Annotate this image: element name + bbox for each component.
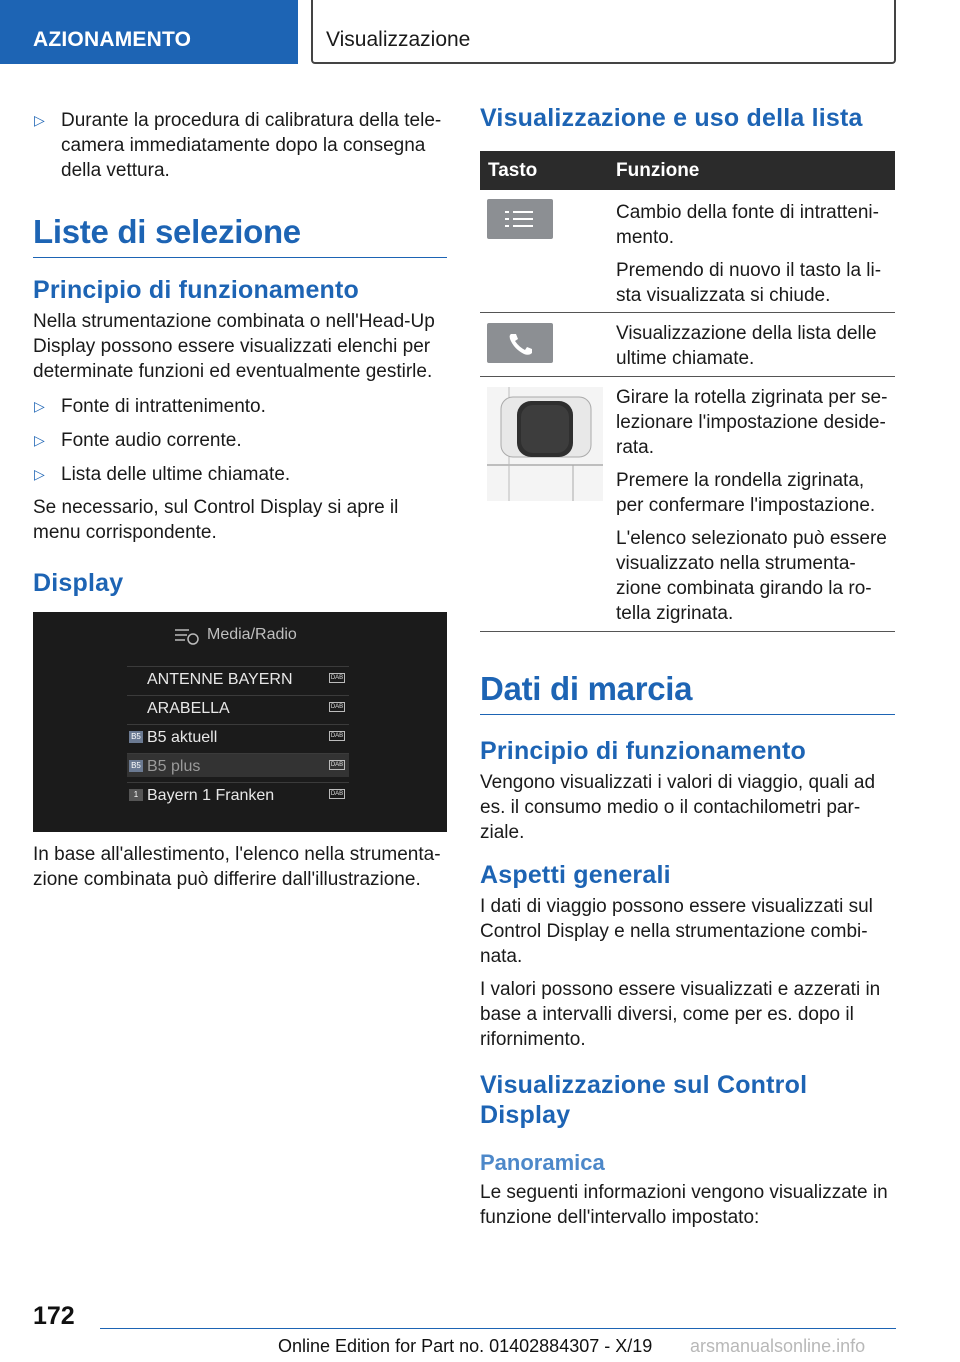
column-header-key: Tasto: [488, 160, 538, 181]
paragraph: I dati di viaggio possono essere visualizzati sul Control Display e nella strumentazione combinata.: [480, 896, 873, 967]
paragraph: Le seguenti informazioni vengono visualizzate in funzione dell'intervallo impostato:: [480, 1182, 888, 1228]
list-item: [33, 108, 443, 183]
display-row: [127, 666, 349, 690]
edition-note: Online Edition for Part no. 01402884307 - X/19: [278, 1336, 653, 1356]
display-row-label: ANTENNE BAYERN: [147, 671, 293, 688]
dab-badge: DAB: [330, 704, 344, 710]
dab-badge: DAB: [330, 675, 344, 681]
list-item-text: Lista delle ultime chiamate.: [61, 464, 291, 485]
table-header: [480, 151, 895, 190]
section-title: Principio di funzionamento: [33, 276, 360, 304]
media-list-icon: [173, 626, 199, 646]
list-item-text: Fonte audio corrente.: [61, 430, 242, 451]
triangle-bullet-icon: ▷: [34, 466, 45, 482]
function-text: Cambio della fonte di intrattenimento.: [616, 202, 879, 248]
function-cell: [616, 200, 891, 316]
list-item: [33, 462, 447, 487]
phone-icon: [487, 323, 553, 363]
function-text: Visualizzazione della lista delle ultime chiamate.: [616, 323, 877, 369]
paragraph: Vengono visualizzati i valori di viaggio, quali ad es. il consumo medio o il contachilometri parziale.: [480, 772, 876, 843]
paragraph: Se necessario, sul Control Display si apre il menu corrispondente.: [33, 497, 399, 543]
list-icon: [487, 199, 553, 239]
display-row-label: Bayern 1 Franken: [147, 787, 275, 804]
display-row: [127, 724, 349, 748]
display-row: [127, 695, 349, 719]
right-column: [480, 96, 895, 1230]
display-row: [127, 782, 349, 806]
dab-badge: DAB: [330, 791, 344, 797]
display-row-label: ARABELLA: [147, 700, 230, 717]
triangle-bullet-icon: ▷: [34, 432, 45, 448]
section-tab: AZIONAMENTO: [0, 0, 298, 64]
display-row-label: B5 aktuell: [147, 729, 218, 746]
column-header-function: Funzione: [616, 160, 700, 181]
display-row-label: B5 plus: [147, 758, 201, 775]
table-row: [480, 313, 895, 377]
section-title: Display: [33, 569, 124, 597]
dab-badge: DAB: [330, 733, 344, 739]
function-cell: [616, 321, 891, 379]
list-item-text: Durante la procedura di calibratura della telecamera immediatamente dopo la consegna della vettura.: [61, 110, 442, 181]
page-number: 172: [33, 1302, 75, 1330]
dab-badge: DAB: [330, 762, 344, 768]
triangle-bullet-icon: ▷: [34, 398, 45, 414]
section-title: Principio di funzionamento: [480, 737, 807, 765]
list-item-text: Fonte di intrattenimento.: [61, 396, 266, 417]
station-icon: B5: [129, 731, 143, 743]
footer-rule: [100, 1328, 896, 1329]
subsection-title: Panoramica: [480, 1150, 605, 1175]
chapter-title: Liste di selezione: [33, 213, 447, 258]
image-caption: In base all'allestimento, l'elenco nella strumentazione combinata può differire dall'illustrazione.: [33, 844, 441, 890]
function-text: L'elenco selezionato può essere visualizzato nella strumentazione combinata girando la rotella zigrinata.: [616, 528, 887, 624]
display-row-selected: [127, 753, 349, 777]
section-title: Visualizzazione e uso della lista: [480, 104, 863, 132]
section-title: Aspetti generali: [480, 861, 671, 889]
section-title: Visualizzazione sul Control Display: [480, 1071, 808, 1129]
display-header: Media/Radio: [207, 626, 297, 643]
chapter-tab: Visualizzazione: [311, 0, 896, 64]
table-row: [480, 190, 895, 313]
list-item: [33, 394, 447, 419]
station-icon: 1: [129, 789, 143, 801]
function-text: Girare la rotella zigrinata per selezionare l'impostazione desiderata.: [616, 387, 888, 458]
station-icon: B5: [129, 760, 143, 772]
page-header: [0, 0, 960, 66]
key-function-table: [480, 151, 895, 632]
paragraph: Nella strumentazione combinata o nell'Head-Up Display possono essere visualizzati elenchi per determinate funzioni ed eventualmente gestirle.: [33, 311, 435, 382]
thumbwheel-icon: [487, 387, 603, 501]
paragraph: I valori possono essere visualizzati e azzerati in base a intervalli diversi, come per es. dopo il rifornimento.: [480, 979, 881, 1050]
display-image: [33, 612, 447, 832]
list-item: [33, 428, 447, 453]
table-row: [480, 377, 895, 632]
triangle-bullet-icon: ▷: [34, 112, 45, 128]
function-text: Premendo di nuovo il tasto la lista visualizzata si chiude.: [616, 260, 882, 306]
function-cell: [616, 385, 891, 634]
function-text: Premere la rondella zigrinata, per confermare l'impostazione.: [616, 470, 876, 516]
left-column: [33, 96, 447, 892]
chapter-title: Dati di marcia: [480, 670, 895, 715]
watermark: arsmanualsonline.info: [690, 1336, 866, 1356]
